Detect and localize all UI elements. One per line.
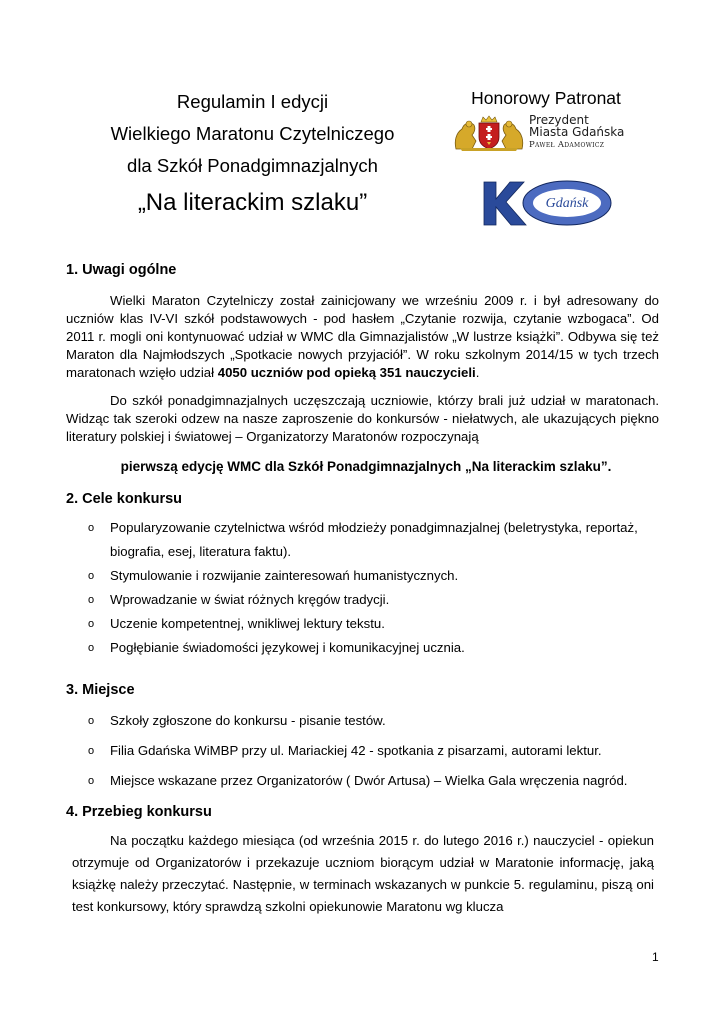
list-item-text: Pogłębianie świadomości językowej i komunikacyjnej ucznia. (110, 640, 465, 655)
section-1-paragraph-1-text: Wielki Maraton Czytelniczy został zainicjowany we wrześniu 2009 r. i był adresowany do uczniów klas IV-VI szkół podstawowych - pod hasłem „Czytanie rozwija, czytanie wzbogaca”. Od 2011 r. mogli oni kontynuować udział w WMC dla Gimnazjalistów „W lustrze książki”. Odbywa się też Maraton dla Najmłodszych „Spotkacie nowych przyjaciół”. W roku szkolnym 2014/15 w tych trzech maratonach wzięło udział (66, 293, 659, 380)
goals-list (88, 516, 670, 660)
section-2-heading: 2. Cele konkursu (66, 491, 183, 507)
list-item-text: Miejsce wskazane przez Organizatorów ( Dwór Artusa) – Wielka Gala wręczenia nagród. (110, 773, 628, 788)
bullet-mark: o (88, 522, 95, 534)
section-4-paragraph-text: Na początku każdego miesiąca (od września 2015 r. do lutego 2016 r.) nauczyciel - opiekun otrzymuje od Organizatorów i przekazuje uczniom biorącym udział w Maratonie informację, jaką książkę należy przeczytać. Następnie, w terminach wskazanych w punkcie 5. regulaminu, piszą oni test konkursowy, który sprawdzą szkolni opiekunowie Maratonu wg klucza (72, 833, 654, 914)
bullet-mark: o (88, 618, 95, 630)
gdansk-coat-of-arms-icon (452, 115, 526, 151)
section-1-paragraph-1-end: . (475, 365, 480, 380)
list-item (88, 516, 670, 564)
list-item (88, 769, 670, 793)
section-1-paragraph-2-text: Do szkół ponadgimnazjalnych uczęszczają uczniowie, którzy brali już udział w maratonach. Widząc tak szeroki odzew na nasze zaproszenie do konkursów - niełatwych, ale ukazujących piękno literatury polskiej i światowej – Organizatorzy Maratonów rozpoczynają (66, 393, 659, 444)
section-1-paragraph-1-bold: 4050 uczniów pod opieką 351 nauczycieli (217, 365, 476, 380)
section-1-paragraph-1 (66, 292, 659, 382)
bullet-mark: o (88, 715, 95, 727)
list-item (88, 564, 670, 588)
patronage-block (452, 88, 642, 150)
bullet-mark: o (88, 594, 95, 606)
title-line-1: Regulamin I edycji (176, 91, 329, 112)
title-line-3: dla Szkół Ponadgimnazjalnych (127, 155, 378, 176)
list-item (88, 636, 670, 660)
list-item (88, 709, 670, 733)
ko-gdansk-logo-icon (478, 176, 614, 230)
section-1-heading: 1. Uwagi ogólne (66, 262, 177, 278)
list-item-text: Wprowadzanie w świat różnych kręgów tradycji. (110, 592, 390, 607)
page-number: 1 (652, 950, 659, 964)
section-4-heading: 4. Przebieg konkursu (66, 804, 212, 820)
logo-text: Gdańsk (545, 196, 589, 211)
list-item-text: Popularyzowanie czytelnictwa wśród młodzieży ponadgimnazjalnej (beletrystyka, reportaż, biografia, esej, literatura faktu). (110, 520, 638, 559)
section-1-paragraph-2 (66, 392, 659, 446)
president-line-1: Prezydent (529, 113, 589, 127)
document-title: „Na literackim szlaku” (137, 189, 368, 216)
title-block (90, 86, 415, 220)
places-list (88, 709, 670, 793)
list-item-text: Szkoły zgłoszone do konkursu - pisanie testów. (110, 713, 386, 728)
bullet-mark: o (88, 570, 95, 582)
president-line-2: Miasta Gdańska (529, 125, 625, 139)
bullet-mark: o (88, 642, 95, 654)
list-item-text: Stymulowanie i rozwijanie zainteresowań humanistycznych. (110, 568, 459, 583)
president-line-3: Paweł Adamowicz (529, 140, 605, 150)
list-item-text: Uczenie kompetentnej, wnikliwej lektury tekstu. (110, 616, 385, 631)
president-text (529, 114, 649, 151)
section-3-heading: 3. Miejsce (66, 682, 135, 698)
list-item (88, 588, 670, 612)
list-item-text: Filia Gdańska WiMBP przy ul. Mariackiej 42 - spotkania z pisarzami, autorami lektur. (110, 743, 602, 758)
section-1-highlight: pierwszą edycję WMC dla Szkół Ponadgimnazjalnych „Na literackim szlaku”. (120, 459, 612, 474)
list-item (88, 612, 670, 636)
list-item (88, 739, 670, 763)
section-4-paragraph (72, 830, 654, 918)
president-badge (452, 112, 642, 152)
bullet-mark: o (88, 745, 95, 757)
patronage-label: Honorowy Patronat (471, 88, 621, 108)
bullet-mark: o (88, 775, 95, 787)
title-line-2: Wielkiego Maratonu Czytelniczego (110, 123, 395, 144)
